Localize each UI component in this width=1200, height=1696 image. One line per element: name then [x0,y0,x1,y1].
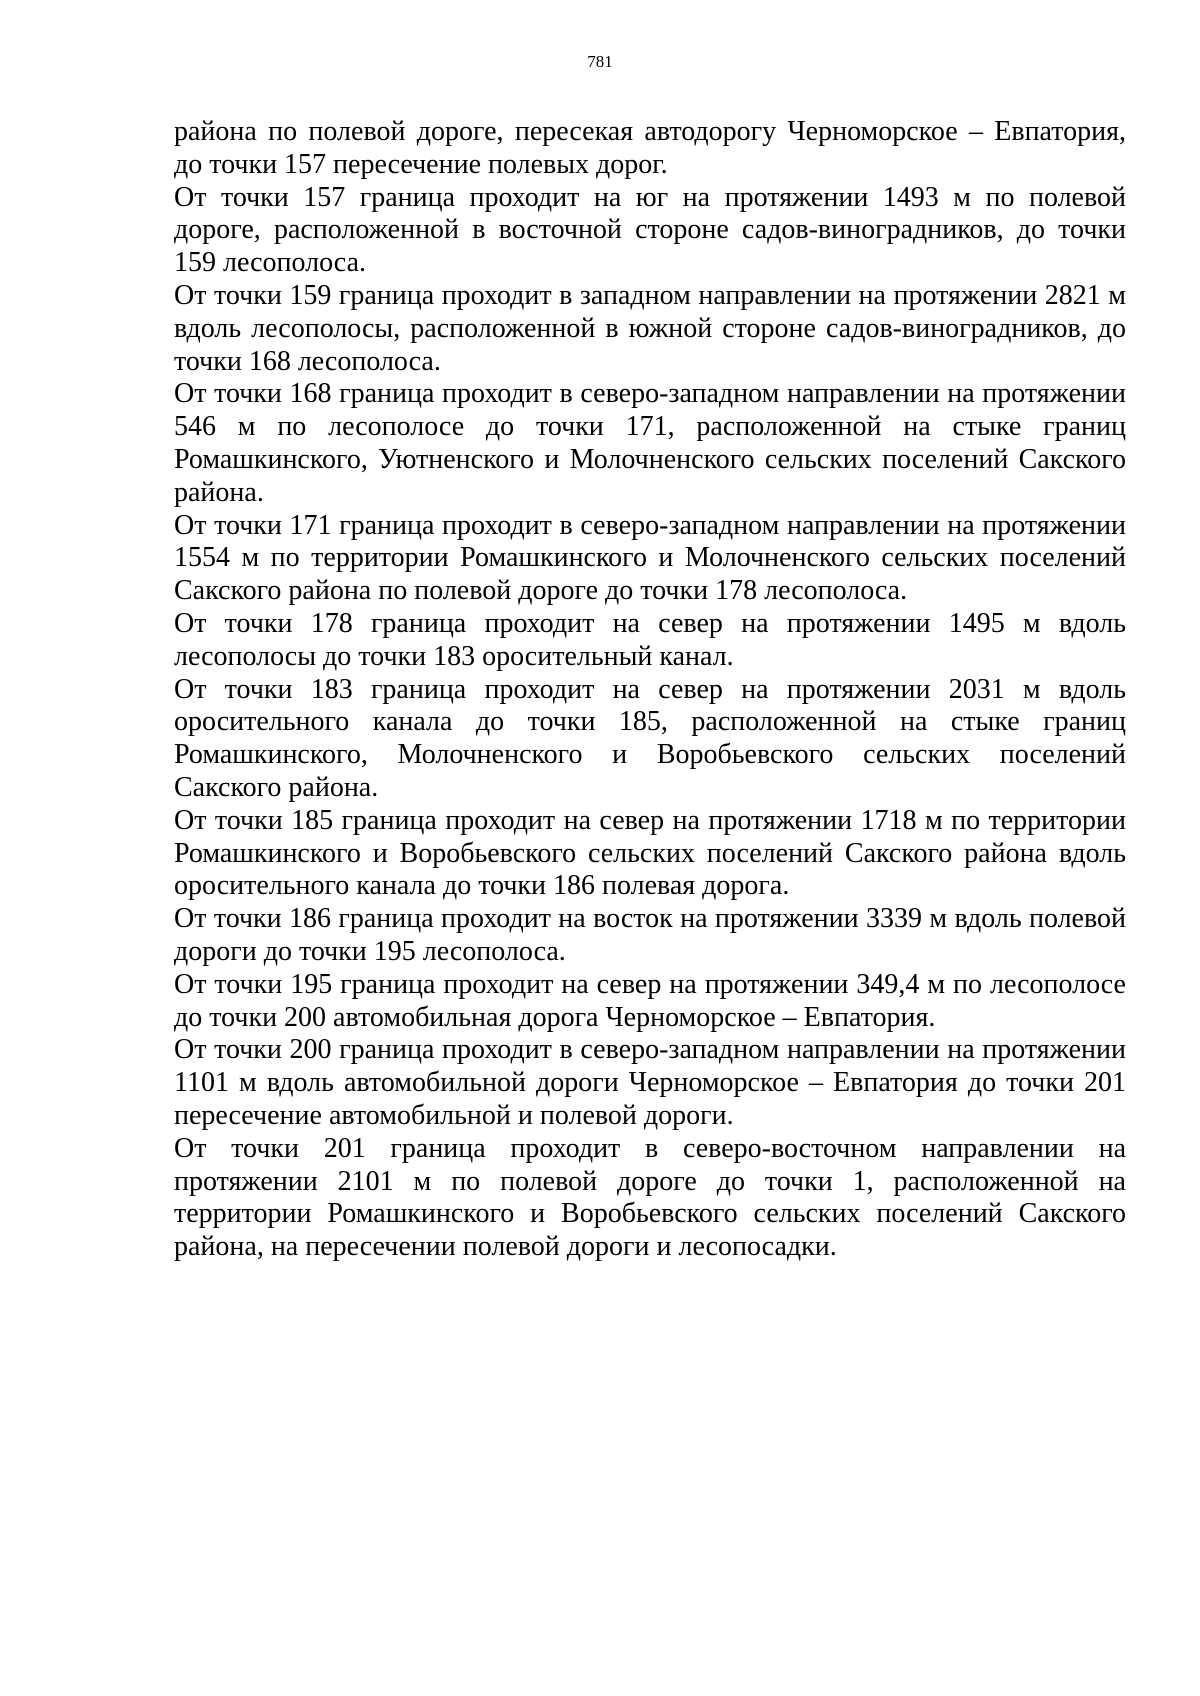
paragraph-7: От точки 183 граница проходит на север на протяжении 2031 м вдоль оросительного канала до точки 185, расположенной на стыке границ Ромашкинского, Молочненского и Воробьевского сельских поселений Сакского района. [174,673,1126,803]
paragraph-10: От точки 195 граница проходит на север на протяжении 349,4 м по лесополосе до точки 200 автомобильная дорога Черноморское – Евпатория. [174,968,1126,1033]
paragraph-9: От точки 186 граница проходит на восток на протяжении 3339 м вдоль полевой дороги до точки 195 лесополоса. [174,903,1126,967]
paragraph-2: От точки 157 граница проходит на юг на протяжении 1493 м по полевой дороге, расположенной в восточной стороне садов-виноградников, до точки 159 лесополоса. [174,181,1126,279]
paragraph-4: От точки 168 граница проходит в северо-западном направлении на протяжении 546 м по лесополосе до точки 171, расположенной на стыке границ Ромашкинского, Уютненского и Молочненского сельских поселений Сакского района. [174,378,1126,508]
paragraph-1: района по полевой дороге, пересекая автодорогу Черноморское – Евпатория, до точки 157 пересечение полевых дорог. [174,116,1126,180]
paragraph-3: От точки 159 граница проходит в западном направлении на протяжении 2821 м вдоль лесополосы, расположенной в южной стороне садов-виноградников, до точки 168 лесополоса. [174,279,1126,377]
page-number: 781 [587,52,613,71]
paragraph-8: От точки 185 граница проходит на север на протяжении 1718 м по территории Ромашкинского и Воробьевского сельских поселений Сакского района вдоль оросительного канала до точки 186 полевая дорога. [174,804,1126,902]
paragraph-5: От точки 171 граница проходит в северо-западном направлении на протяжении 1554 м по территории Ромашкинского и Молочненского сельских поселений Сакского района по полевой дороге до точки 178 лесополоса. [174,509,1126,607]
document-body [174,116,1126,1264]
paragraph-11: От точки 200 граница проходит в северо-западном направлении на протяжении 1101 м вдоль автомобильной дороги Черноморское – Евпатория до точки 201 пересечение автомобильной и полевой дороги. [174,1034,1126,1131]
paragraph-6: От точки 178 граница проходит на север на протяжении 1495 м вдоль лесополосы до точки 183 оросительный канал. [174,607,1126,672]
paragraph-12: От точки 201 граница проходит в северо-восточном направлении на протяжении 2101 м по полевой дороге до точки 1, расположенной на территории Ромашкинского и Воробьевского сельских поселений Сакского района, на пересечении полевой дороги и лесопосадки. [174,1132,1126,1263]
